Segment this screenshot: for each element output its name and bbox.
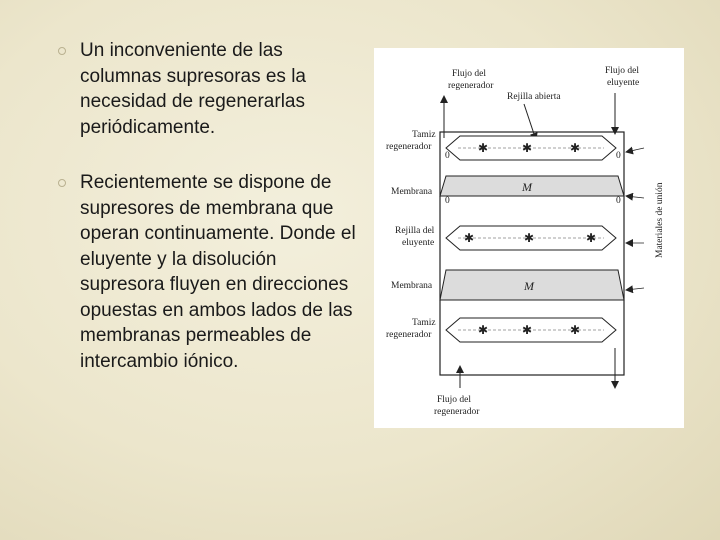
membrane-label-2: Membrana bbox=[391, 281, 433, 291]
membrane-suppressor-figure bbox=[374, 48, 684, 428]
zero-label: 0 bbox=[445, 151, 450, 161]
bullet-ring-icon bbox=[58, 47, 66, 55]
bullet-text: Recientemente se dispone de supresores de membrana que operan continuamente. Donde el eluyente y la disolución supresora fluyen en direcciones opuestas en ambos lados de las membranas permeables de intercambio iónico. bbox=[80, 172, 356, 372]
open-grid-label: Rejilla abierta bbox=[507, 92, 561, 102]
eluent-grid-label-2: eluyente bbox=[402, 238, 435, 248]
membrane-layer-1 bbox=[440, 176, 624, 196]
eluent-grid-label-1: Rejilla del bbox=[395, 226, 435, 236]
diagram-svg bbox=[374, 48, 684, 428]
membrane-label-1: Membrana bbox=[391, 187, 433, 197]
regenerator-screen-label-1b: regenerador bbox=[386, 142, 432, 152]
mesh-knot-icon: ✱ bbox=[570, 141, 581, 155]
mesh-knot-icon: ✱ bbox=[570, 323, 581, 337]
flow-eluent-top-label-1: Flujo del bbox=[605, 66, 640, 76]
bonding-pointer bbox=[626, 148, 644, 152]
flow-regenerator-top-label-1: Flujo del bbox=[452, 69, 487, 79]
m-label: M bbox=[524, 279, 534, 293]
bullet-text: Un inconveniente de las columnas supresoras es la necesidad de regenerarlas periódicamente. bbox=[80, 40, 306, 138]
bullet-ring-icon bbox=[58, 179, 66, 187]
regenerator-screen-label-1a: Tamiz bbox=[412, 130, 436, 140]
mesh-knot-icon: ✱ bbox=[522, 141, 533, 155]
zero-label: 0 bbox=[616, 196, 621, 206]
zero-label: 0 bbox=[616, 151, 621, 161]
m-label: M bbox=[522, 180, 532, 194]
regenerator-screen-label-2b: regenerador bbox=[386, 330, 432, 340]
open-grid-pointer bbox=[524, 104, 536, 140]
mesh-knot-icon: ✱ bbox=[522, 323, 533, 337]
flow-eluent-top-label-2: eluyente bbox=[607, 78, 640, 88]
bullet-item bbox=[30, 170, 360, 374]
zero-label: 0 bbox=[445, 196, 450, 206]
bonding-materials-label: Materiales de unión bbox=[655, 182, 665, 258]
flow-regenerator-bottom-label-1: Flujo del bbox=[437, 395, 472, 405]
mesh-knot-icon: ✱ bbox=[478, 141, 489, 155]
bullet-list bbox=[30, 38, 360, 404]
mesh-knot-icon: ✱ bbox=[464, 231, 475, 245]
regenerator-screen-label-2a: Tamiz bbox=[412, 318, 436, 328]
bonding-pointer bbox=[626, 288, 644, 290]
mesh-knot-icon: ✱ bbox=[586, 231, 597, 245]
flow-regenerator-bottom-label-2: regenerador bbox=[434, 407, 480, 417]
mesh-knot-icon: ✱ bbox=[524, 231, 535, 245]
bullet-item bbox=[30, 38, 360, 140]
mesh-knot-icon: ✱ bbox=[478, 323, 489, 337]
bonding-pointer bbox=[626, 196, 644, 198]
flow-regenerator-top-label-2: regenerador bbox=[448, 81, 494, 91]
